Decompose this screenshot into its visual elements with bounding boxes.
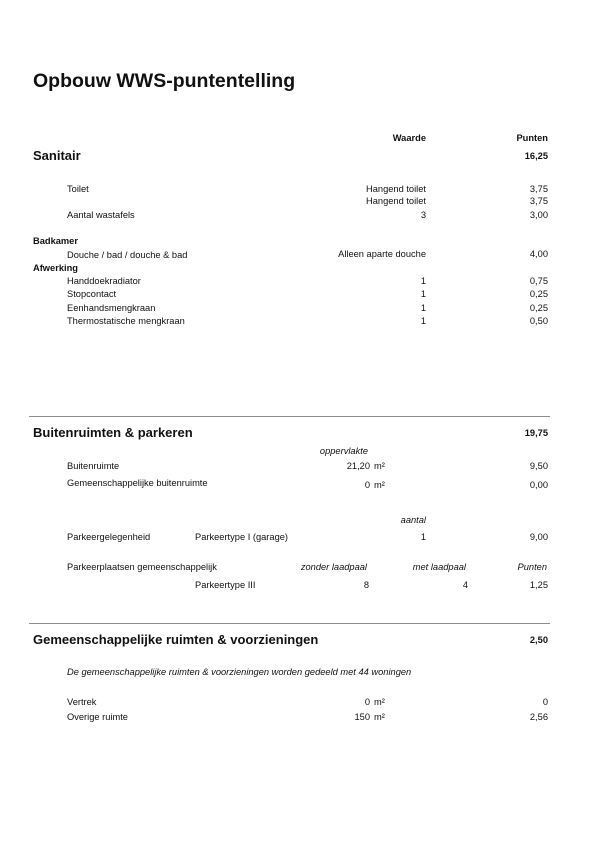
section-title-sanitair: Sanitair [33,148,81,163]
row-points-toilet: 3,75 [529,184,548,194]
row-value-eenhandsmengkraan: 1 [420,303,426,313]
row-label-thermostatische-mengkraan: Thermostatische mengkraan [67,316,185,326]
row-points-parkeertype-iii: 1,25 [529,580,548,590]
row-points-eenhandsmengkraan: 0,25 [529,303,548,313]
section-note: De gemeenschappelijke ruimten & voorzieningen worden gedeeld met 44 woningen [67,667,412,677]
section-total-gemeenschappelijke-ruimten: 2,50 [529,635,548,645]
column-label-zonder-laadpaal: zonder laadpaal [300,562,367,572]
section-total-sanitair: 16,25 [524,151,548,161]
row-points-stopcontact: 0,25 [529,289,548,299]
column-label-oppervlakte: oppervlakte [319,446,368,456]
row-label-toilet: Toilet [67,184,89,194]
row-value-zonder-laadpaal: 8 [363,580,369,590]
row-value-douche: Alleen aparte douche [338,249,426,259]
row-value-met-laadpaal: 4 [462,580,468,590]
row-label-handdoekradiator: Handdoekradiator [67,276,141,286]
row-label-douche: Douche / bad / douche & bad [67,250,188,260]
row-label-gemeenschappelijke-buitenruimte: Gemeenschappelijke buitenruimte [67,478,208,488]
row-points-vertrek: 0 [542,697,548,707]
row-label-parkeergelegenheid: Parkeergelegenheid [67,532,151,542]
row-unit-buitenruimte: m² [374,461,385,471]
row-points-thermostatische-mengkraan: 0,50 [529,316,548,326]
row-points-gemeenschappelijke-buitenruimte: 0,00 [529,480,548,490]
row-points-wastafels: 3,00 [529,210,548,220]
row-label-stopcontact: Stopcontact [67,289,117,299]
column-label-aantal: aantal [400,515,426,525]
row-value-overige-ruimte: 150 [354,712,370,722]
row-label-eenhandsmengkraan: Eenhandsmengkraan [67,303,156,313]
row-value-buitenruimte: 21,20 [346,461,370,471]
section-total-buitenruimten: 19,75 [524,428,548,438]
row-points-douche: 4,00 [529,249,548,259]
row-points-overige-ruimte: 2,56 [529,712,548,722]
section-divider [29,416,550,417]
row-label-overige-ruimte: Overige ruimte [67,712,128,722]
row-value-wastafels: 3 [420,210,426,220]
row-value-stopcontact: 1 [420,289,426,299]
row-unit-gemeenschappelijke-buitenruimte: m² [374,480,385,490]
row-points-handdoekradiator: 0,75 [529,276,548,286]
row-unit-vertrek: m² [374,697,385,707]
row-value-handdoekradiator: 1 [420,276,426,286]
row-points-toilet-2: 3,75 [529,196,548,206]
section-title-buitenruimten: Buitenruimten & parkeren [33,425,193,440]
subsection-title-afwerking: Afwerking [33,263,78,273]
row-label-buitenruimte: Buitenruimte [67,461,120,471]
subsection-title-badkamer: Badkamer [33,236,78,246]
page-title: Opbouw WWS-puntentelling [33,70,296,92]
column-header-waarde: Waarde [392,133,426,143]
column-header-punten: Punten [516,133,548,143]
section-title-gemeenschappelijke-ruimten: Gemeenschappelijke ruimten & voorzieningen [33,632,319,647]
row-value-gemeenschappelijke-buitenruimte: 0 [364,480,370,490]
column-label-met-laadpaal: met laadpaal [412,562,466,572]
row-label-vertrek: Vertrek [67,697,97,707]
row-value-vertrek: 0 [364,697,370,707]
row-type-parkeertype-iii: Parkeertype III [195,580,256,590]
section-divider [29,623,550,624]
row-label-wastafels: Aantal wastafels [67,210,135,220]
row-unit-overige-ruimte: m² [374,712,385,722]
row-label-parkeerplaatsen-gemeenschappelijk: Parkeerplaatsen gemeenschappelijk [67,562,217,572]
column-label-punten: Punten [517,562,547,572]
row-value-thermostatische-mengkraan: 1 [420,316,426,326]
row-value-parkeergelegenheid: 1 [420,532,426,542]
row-type-parkeergelegenheid: Parkeertype I (garage) [195,532,289,542]
row-points-buitenruimte: 9,50 [529,461,548,471]
row-value-toilet-2: Hangend toilet [366,196,426,206]
row-value-toilet: Hangend toilet [366,184,426,194]
row-points-parkeergelegenheid: 9,00 [529,532,548,542]
